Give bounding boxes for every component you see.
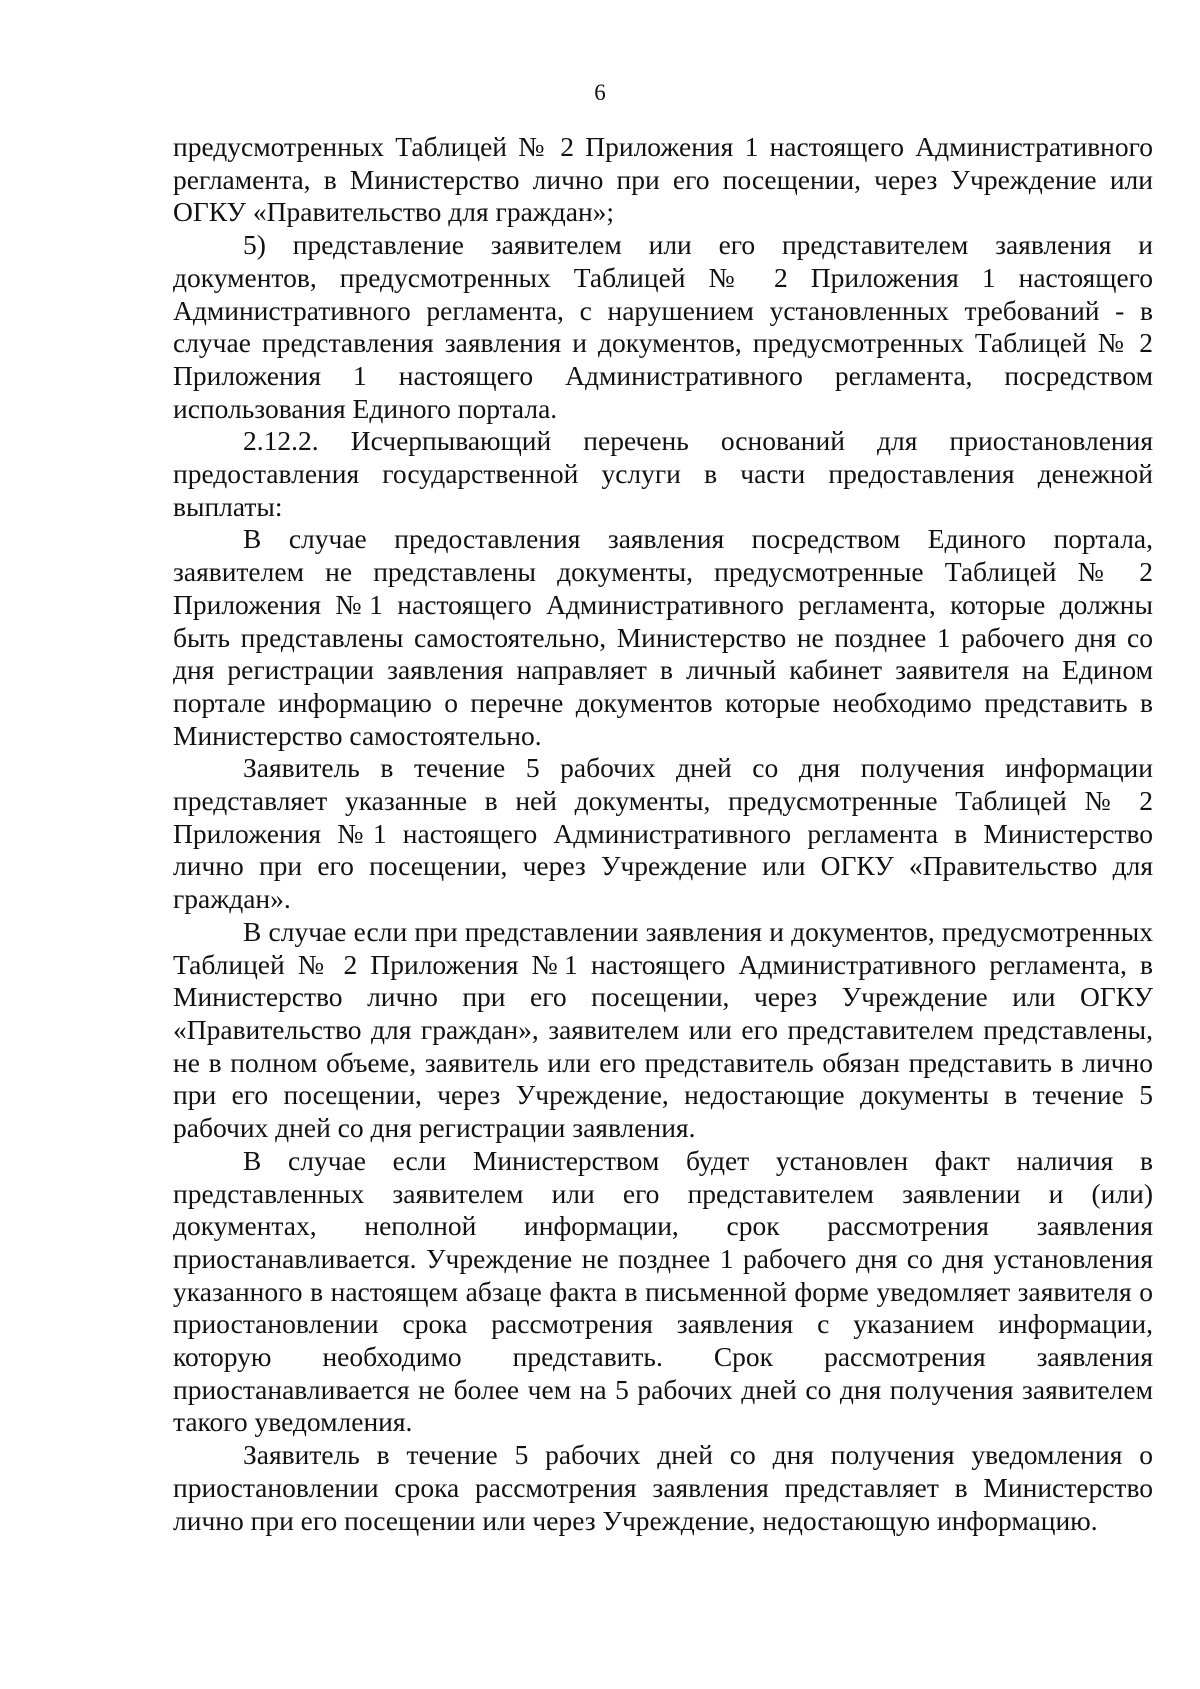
paragraph-case-portal: В случае предоставления заявления посредством Единого портала, заявителем не представлены документы, предусмотренные Таблицей № 2 Приложения №1 настоящего Административного регламента, которые должны быть представлены самостоятельно, Министерство не позднее 1 рабочего дня со дня регистрации заявления направляет в личный кабинет заявителя на Едином портале информацию о перечне документов которые необходимо представить в Министерство самостоятельно. <box>173 523 1153 751</box>
document-body <box>173 131 1153 1537</box>
page-number: 6 <box>594 80 606 105</box>
paragraph-continuation: предусмотренных Таблицей № 2 Приложения 1 настоящего Административного регламента, в Министерство лично при его посещении, через Учреждение или ОГКУ «Правительство для граждан»; <box>173 131 1153 228</box>
paragraph-case-incomplete-information: В случае если Министерством будет установлен факт наличия в представленных заявителем или его представителем заявлении и (или) документах, неполной информации, срок рассмотрения заявления приостанавливается. Учреждение не позднее 1 рабочего дня со дня установления указанного в настоящем абзаце факта в письменной форме уведомляет заявителя о приостановлении срока рассмотрения заявления с указанием информации, которую необходимо представить. Срок рассмотрения заявления приостанавливается не более чем на 5 рабочих дней со дня получения заявителем такого уведомления. <box>173 1144 1153 1438</box>
paragraph-section-2-12-2: 2.12.2. Исчерпывающий перечень оснований для приостановления предоставления государственной услуги в части предоставления денежной выплаты: <box>173 425 1153 522</box>
paragraph-applicant-missing-information: Заявитель в течение 5 рабочих дней со дня получения уведомления о приостановлении срока рассмотрения заявления представляет в Министерство лично при его посещении или через Учреждение, недостающую информацию. <box>173 1439 1153 1536</box>
paragraph-item-5: 5) представление заявителем или его представителем заявления и документов, предусмотренных Таблицей № 2 Приложения 1 настоящего Административного регламента, с нарушением установленных требований - в случае представления заявления и документов, предусмотренных Таблицей № 2 Приложения 1 настоящего Административного регламента, посредством использования Единого портала. <box>173 229 1153 424</box>
paragraph-case-incomplete-documents: В случае если при представлении заявления и документов, предусмотренных Таблицей № 2 Приложения №1 настоящего Административного регламента, в Министерство лично при его посещении, через Учреждение или ОГКУ «Правительство для граждан», заявителем или его представителем представлены, не в полном объеме, заявитель или его представитель обязан представить в лично при его посещении, через Учреждение, недостающие документы в течение 5 рабочих дней со дня регистрации заявления. <box>173 915 1153 1144</box>
paragraph-applicant-5-days: Заявитель в течение 5 рабочих дней со дня получения информации представляет указанные в ней документы, предусмотренные Таблицей № 2 Приложения №1 настоящего Административного регламента в Министерство лично при его посещении, через Учреждение или ОГКУ «Правительство для граждан». <box>173 752 1153 915</box>
